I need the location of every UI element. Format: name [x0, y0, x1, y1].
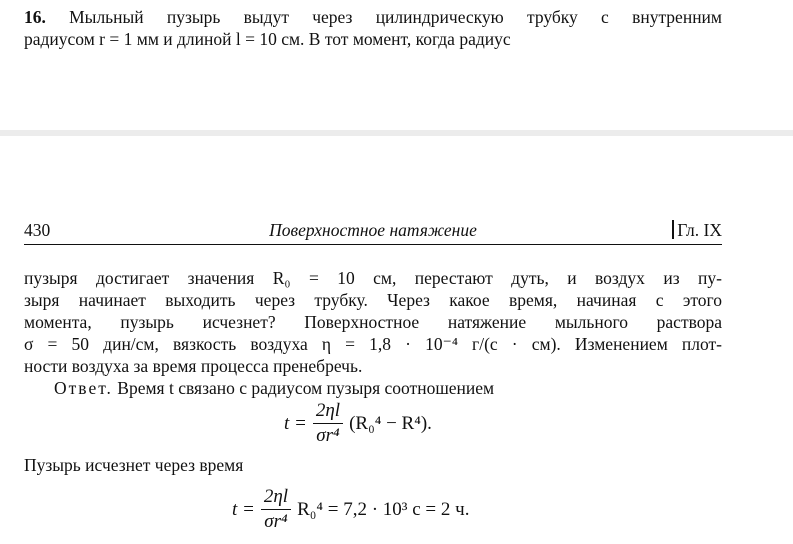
formula-1-numerator: 2ηl: [313, 400, 343, 424]
formula-2-fraction: [261, 486, 291, 533]
formula-1: [284, 400, 432, 447]
formula-2-numerator: 2ηl: [261, 486, 291, 510]
problem-number: 16.: [24, 7, 46, 27]
formula-2-rhs: R₀⁴ = 7,2 · 10³ с = 2 ч.: [297, 498, 470, 520]
page-number: 430: [24, 220, 51, 240]
formula-1-rhs: (R₀⁴ − R⁴).: [349, 412, 432, 434]
chapter-label: Гл. IX: [672, 220, 722, 241]
page-bottom-fragment: [0, 136, 793, 544]
between-text: Пузырь исчезнет через время: [24, 455, 244, 475]
body-line-3: момента, пузырь исчезнет? Поверхностное натяжение мыльного раствора: [24, 312, 722, 332]
body-line-1: пузыря достигает значения R₀ = 10 см, перестают дуть, и воздух из пу-: [24, 268, 722, 288]
formula-2-denominator: σr⁴: [264, 511, 288, 532]
problem-statement-start: [24, 6, 722, 50]
formula-1-lhs: t =: [284, 412, 307, 434]
running-header: [24, 220, 722, 245]
formula-2: [232, 486, 469, 533]
answer-line: [24, 377, 722, 399]
formula-1-denominator: σr⁴: [316, 425, 340, 446]
problem-statement-continued: [24, 267, 722, 399]
answer-text: Время t связано с радиусом пузыря соотношением: [117, 378, 495, 398]
problem-line-1: Мыльный пузырь выдут через цилиндрическую трубку с внутренним: [69, 7, 722, 27]
answer-label: Ответ.: [54, 378, 113, 398]
formula-2-lhs: t =: [232, 498, 255, 520]
formula-1-fraction: [313, 400, 343, 447]
chapter-bracket: [672, 220, 674, 239]
running-title: Поверхностное натяжение: [269, 220, 477, 240]
body-line-2: зыря начинает выходить через трубку. Через какое время, начиная с этого: [24, 290, 722, 310]
problem-line-2: радиусом r = 1 мм и длиной l = 10 см. В тот момент, когда радиус: [24, 29, 511, 49]
page-top-fragment: [0, 0, 793, 130]
body-line-5: ности воздуха за время процесса пренебречь.: [24, 356, 363, 376]
body-line-4: σ = 50 дин/см, вязкость воздуха η = 1,8 · 10⁻⁴ г/(с · см). Изменением плот-: [24, 334, 722, 354]
